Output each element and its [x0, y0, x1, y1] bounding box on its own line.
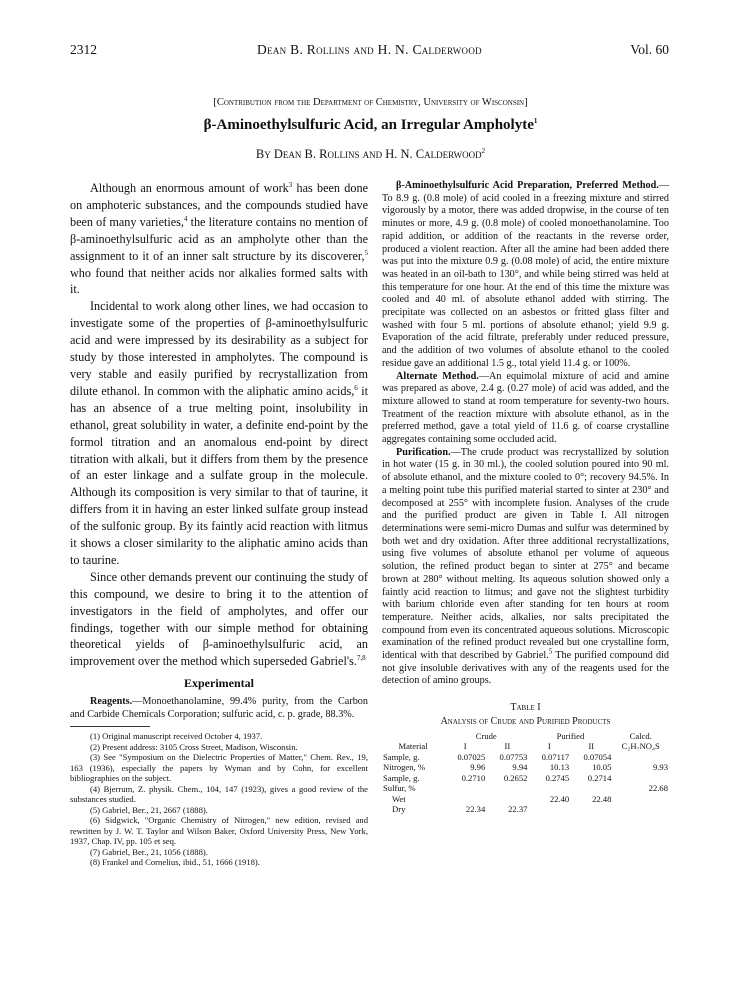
footnote-ref: 3	[288, 180, 293, 189]
table-header-purified: Purified	[556, 730, 585, 741]
text-run: has been done on amphoteric substances, and the compounds studied have been of many varieties,	[70, 181, 368, 229]
title-text: β-Aminoethylsulfuric Acid, an Irregular Ampholyte	[203, 117, 534, 133]
table-cell: 0.07117	[541, 751, 570, 762]
byline-footnote-ref: 2	[481, 146, 486, 155]
running-authors: Dean B. Rollins and H. N. Calderwood	[257, 42, 482, 57]
intro-paragraph-1	[70, 180, 368, 298]
table-cell	[612, 752, 669, 763]
footnote-ref: 5	[548, 647, 553, 656]
footnote-ref: 6	[354, 383, 358, 392]
table-cell	[570, 783, 612, 794]
table-cell: 0.07025	[457, 751, 486, 762]
alternate-paragraph	[382, 371, 669, 447]
table-cell	[612, 773, 669, 784]
footnote-ref: 5	[364, 248, 368, 257]
byline-and: and	[359, 147, 386, 161]
table-subheader-cell: II	[588, 741, 595, 752]
intro-paragraph-3	[70, 569, 368, 670]
preparation-text: —To 8.9 g. (0.8 mole) of acid cooled in a freezing mixture and stirred vigorously by a motor, there was added dropwise, in the course of ten minutes or more, 4.9 g. (0.8 mole) of cooled monoethanolamine. Too rapid addition, or addition of the reactants in the reverse order, produced a violent reaction. After all the amine had been added there was put into the mixture 0.9 g. (0.08 mole) of acid, the entire mixture was heated in an oil-bath to 130°, and while being stirred was held at this temperature for one hour. At the end of this time the mixture was cooled and 40 ml. of absolute ethanol added with stirring. The precipitate was collected on an asbestos or fritted glass filter and washed with four 5 ml. portions of absolute ethanol; yield 9.9 g. Evaporation of the acid filtrate, preferably under reduced pressure, and the addition of two volumes of absolute ethanol to the cooled residue gave an additional 1.5 g., total yield 11.4 g. or 100%.	[382, 180, 669, 369]
footnote-7: (7) Gabriel, Ber., 21, 1056 (1888).	[90, 846, 208, 857]
table-cell: 22.37	[508, 804, 528, 815]
article-title	[0, 117, 741, 134]
table-cell: 9.93	[652, 762, 668, 773]
table-row	[382, 794, 669, 805]
table-cell	[612, 804, 669, 815]
contribution-line: [Contribution from the Department of Chemistry, University of Wisconsin]	[213, 97, 528, 108]
volume-number: Vol. 60	[630, 42, 669, 57]
table-cell: 22.40	[549, 793, 570, 804]
text-run: Incidental to work along other lines, we had occasion to investigate some of the properties of β-aminoethylsulfuric acid and were impressed by its desirability as a subject for study by those interested in ampholytes. The compound is very stable and easily purified by recrystallization from dilute ethanol. In common with the aliphatic amino acids,	[70, 299, 368, 398]
table-cell	[570, 804, 612, 815]
author-2: H. N. Calderwood	[385, 147, 482, 161]
table-cell	[612, 794, 669, 805]
table-cell: 22.68	[648, 783, 668, 794]
footnote-8: (8) Frankel and Cornelius, ibid., 51, 1666 (1918).	[90, 857, 260, 868]
left-column	[70, 180, 368, 868]
table-subheader-cell: I	[547, 741, 551, 752]
reagents-text: —Monoethanolamine, 99.4% purity, from the Carbon and Carbide Chemicals Corporation; sulfuric acid, c. p. grade, 88.3%.	[70, 696, 368, 720]
table-cell: Nitrogen, %	[383, 762, 426, 773]
table-cell: 0.07753	[499, 751, 528, 762]
purification-text-end: The purified compound did not give insoluble derivatives with any of the reagents used for the detection of amino groups.	[382, 650, 670, 687]
table-header-calcd: Calcd.	[629, 730, 652, 741]
footnote-ref: 7,8	[356, 654, 366, 663]
byline	[0, 147, 741, 162]
table-cell: 9.94	[512, 762, 528, 773]
preparation-paragraph	[382, 180, 669, 371]
table-cell: 0.2714	[587, 772, 612, 783]
table-subheader-cell: C₂H₇NO₄S	[621, 741, 660, 752]
table-header-material: Material	[398, 741, 428, 752]
table-cell: 10.05	[592, 762, 612, 773]
footnote-3: (3) See "Symposium on the Dielectric Properties of Matter," Chem. Rev., 19, 163 (1936), especially the papers by Wyman and by Cohn, for excellent bibliographies on the subject.	[70, 752, 368, 784]
text-run: Although an enormous amount of work	[90, 181, 289, 195]
table-cell: Wet	[392, 793, 406, 804]
table-header-crude: Crude	[475, 730, 497, 741]
table-cell: 0.07054	[583, 751, 612, 762]
reagents-paragraph	[70, 696, 368, 721]
table-cell: 0.2745	[545, 772, 570, 783]
footnote-divider	[70, 726, 150, 727]
table-row	[382, 752, 669, 763]
footnotes	[70, 731, 368, 868]
footnote-1: (1) Original manuscript received October 4, 1937.	[90, 731, 263, 742]
table-subcaption: Analysis of Crude and Purified Products	[440, 715, 611, 727]
text-run: the literature contains no mention of β-aminoethylsulfuric acid as an ampholyte other than the assignment to it of an inner salt structure by its discoverer,	[70, 214, 368, 263]
table-cell: 9.96	[470, 762, 486, 773]
table-cell	[444, 783, 486, 794]
table-subheader-row	[382, 741, 669, 752]
table-cell: Sulfur, %	[383, 783, 416, 794]
table-cell	[444, 794, 486, 805]
table-subheader-cell: I	[463, 741, 467, 752]
table-cell: 0.2652	[503, 772, 528, 783]
footnote-ref: 4	[183, 214, 188, 223]
table-row	[382, 762, 669, 773]
author-1: Dean B. Rollins	[273, 147, 360, 161]
text-run: Since other demands prevent our continuing the study of this compound, we desire to bring it to the attention of investigators in the field of ampholytes, and offer our findings, together with our simple method for obtaining theoretical yields of β-aminoethylsulfuric acid, an improvement over the method which superseded Gabriel's.	[70, 569, 368, 669]
footnote-2: (2) Present address: 3105 Cross Street, Madison, Wisconsin.	[90, 741, 298, 752]
intro-paragraph-2	[70, 298, 368, 569]
table-cell: Sample, g.	[383, 772, 420, 783]
text-run: who found that neither acids nor alkalies formed salts with it.	[70, 265, 368, 297]
running-header	[70, 42, 669, 62]
table-cell: Dry	[392, 804, 406, 815]
reagents-heading: Reagents.	[90, 696, 133, 708]
table-cell	[528, 804, 570, 815]
table-header-row	[382, 731, 669, 742]
section-heading-experimental: Experimental	[184, 676, 254, 691]
table-cell	[486, 794, 528, 805]
purification-text: —The crude product was recrystallized by solution in hot water (15 g. in 30 ml.), the cooled solution poured into 90 ml. of absolute ethanol, and the mixture cooled to 0°; recovery 94.5%. In a melting point tube this purified material started to sinter at 230° and decomposed at 255° with incomplete fusion. Analyses of the crude and the purified product are given in Table I. All nitrogen determinations were semi-micro Dumas and sulfur was determined by both wet and dry oxidation. After three additional recrystallizations, using five volumes of absolute ethanol per volume of aqueous solution, the refined product began to sinter at 275° and became brown at 280° without melting. Its aqueous solution showed only a faintly acid reaction to litmus; and gave not the slightest turbidity with barium chloride even after standing for ten hours at room temperature. Neither acids, alkalies, nor salts precipitated the compound from even its concentrated aqueous solutions. Microscopic examination of the refined product revealed but one crystalline form, identical with that described by Gabriel.	[382, 446, 669, 662]
title-footnote-ref: 1	[533, 117, 538, 125]
table-subheader-cell: II	[504, 741, 511, 752]
table-cell: 22.48	[592, 793, 612, 804]
preparation-heading: β-Aminoethylsulfuric Acid Preparation, Preferred Method.	[396, 180, 659, 191]
table-header-cell	[382, 731, 444, 742]
table-row	[382, 783, 669, 794]
table-cell: Sample, g.	[383, 751, 420, 762]
purification-heading: Purification.	[396, 446, 451, 458]
alternate-heading: Alternate Method.	[396, 370, 479, 382]
text-run: it has an absence of a true melting point, insolubility in ethanol, great solubility in water, a definite end-point by the formol titration and an anomalous end-point by direct titration with alkali, but it differs from them by the presence of an ester linkage and a sulfate group in the molecule. Although its composition is very similar to that of taurine, it differs from it in having an ester linked sulfate group instead of the sulfonic group. By its faintly acid reaction with litmus it shows a closer similarity to the aliphatic amino acids than to taurine.	[70, 383, 369, 567]
table-caption: Table I	[510, 702, 541, 714]
analysis-table	[382, 731, 669, 815]
table-cell: 10.13	[549, 762, 570, 773]
table-cell: 22.34	[465, 804, 486, 815]
footnote-4: (4) Bjerrum, Z. physik. Chem., 104, 147 (1923), gives a good review of the substances studied.	[70, 783, 368, 805]
alternate-text: —An equimolal mixture of acid and amine was prepared as above, 2.4 g. (0.27 mole) of acid was added, and the mixture allowed to stand at room temperature for seventy-two hours. Treatment of the reaction mixture with absolute ethanol, as in the preferred method, gave a total yield of 11.6 g. of coarse crystalline aggregates containing some occluded acid.	[382, 370, 669, 446]
table-row	[382, 773, 669, 784]
table-cell	[528, 783, 570, 794]
table-row	[382, 804, 669, 815]
byline-prefix: By	[255, 147, 274, 161]
table-cell	[486, 783, 528, 794]
footnote-5: (5) Gabriel, Ber., 21, 2667 (1888).	[90, 804, 208, 815]
footnote-6: (6) Sidgwick, "Organic Chemistry of Nitrogen," new edition, revised and rewritten by J. W. T. Taylor and Wilson Baker, Oxford University Press, New York, 1937, Chap. IV, pp. 105 et seq.	[70, 815, 368, 847]
table-cell: 0.2710	[461, 772, 486, 783]
purification-paragraph	[382, 447, 669, 688]
right-column	[382, 180, 669, 815]
page-number: 2312	[70, 42, 97, 57]
